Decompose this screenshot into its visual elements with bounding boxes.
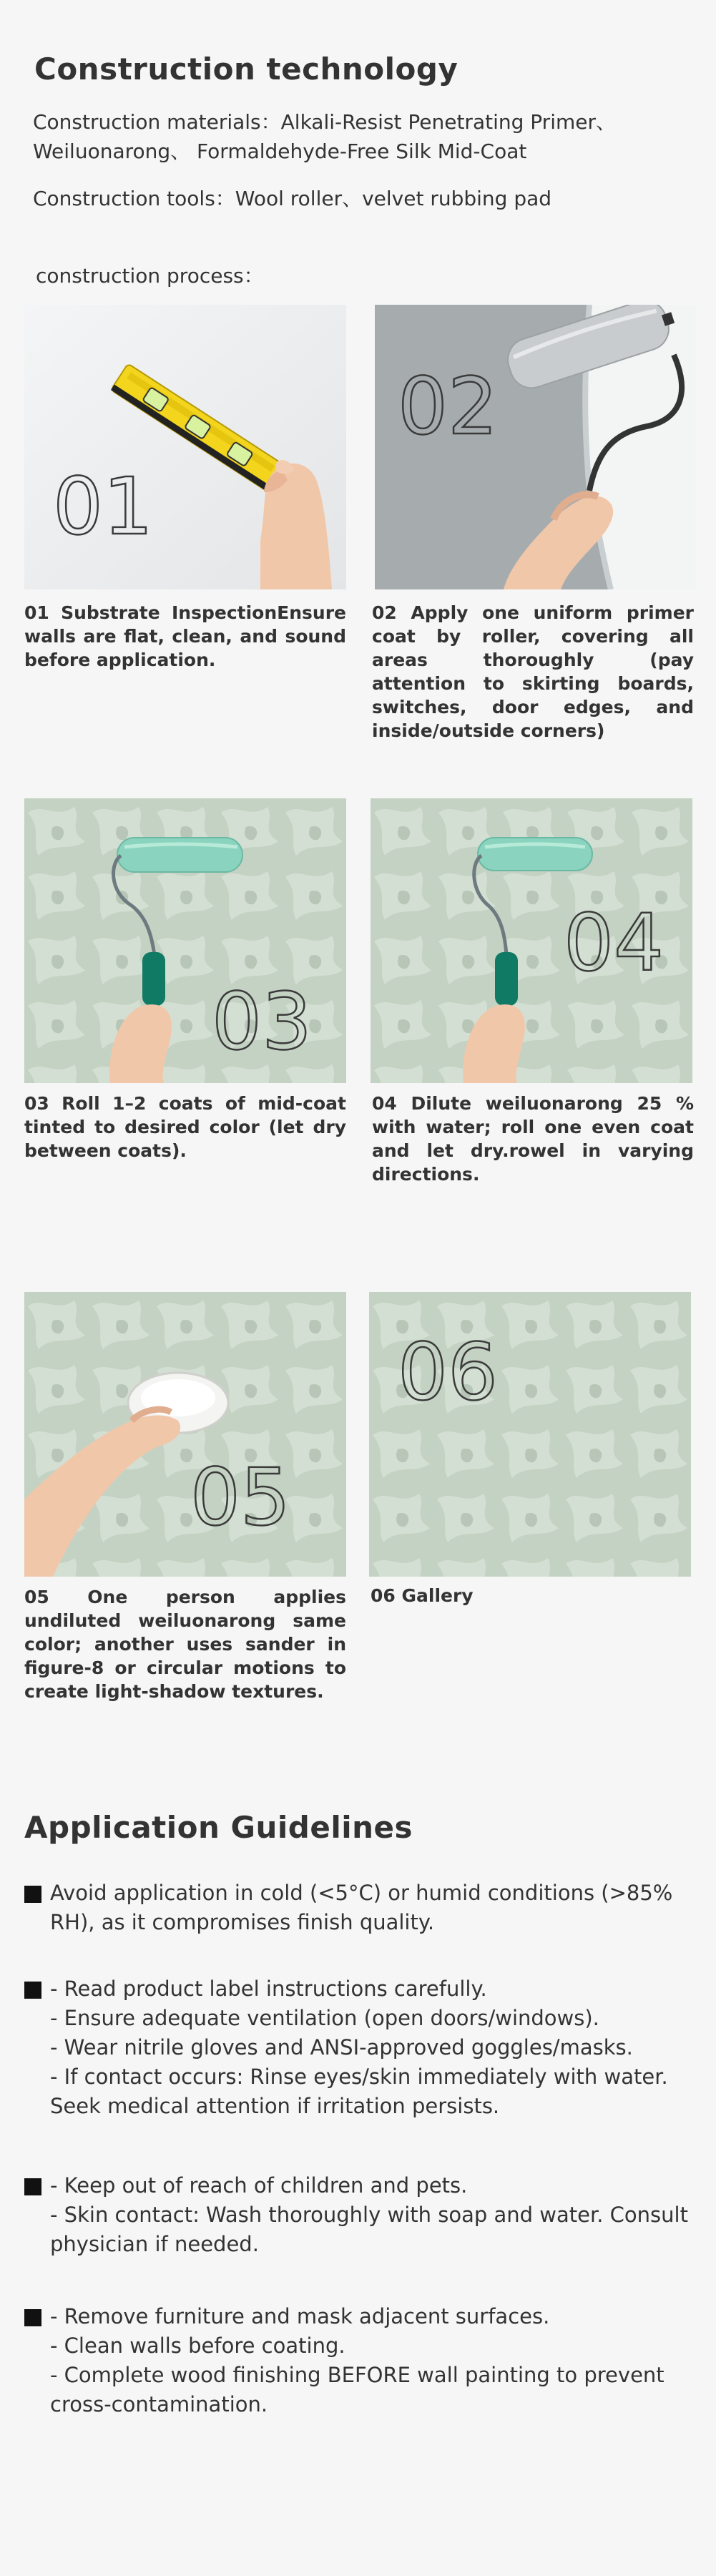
- step-03-image: [24, 798, 346, 1083]
- guideline-block-3: [24, 2171, 693, 2259]
- step-06-image: [369, 1292, 691, 1577]
- step-04-caption: 04 Dilute weiluonarong 25 % with water; roll one even coat and let dry.rowel in varying directions.: [372, 1093, 694, 1185]
- guidelines-title: Application Guidelines: [24, 1810, 413, 1845]
- guideline-line: - Ensure adequate ventilation (open doors/windows).: [50, 2006, 599, 2030]
- step-01-image: [24, 305, 346, 589]
- step-02-image: [375, 305, 697, 589]
- step-01-number: 01: [53, 461, 153, 552]
- process-label: construction process：: [36, 264, 264, 288]
- guideline-line: - Wear nitrile gloves and ANSI-approved goggles/masks.: [50, 2035, 633, 2060]
- bullet-square-icon: [24, 2178, 41, 2195]
- guideline-line: - Skin contact: Wash thoroughly with soap and water. Consult physician if needed.: [50, 2203, 688, 2256]
- step-01-caption: 01 Substrate InspectionEnsure walls are flat, clean, and sound before application.: [24, 602, 346, 670]
- guideline-line: - If contact occurs: Rinse eyes/skin immediately with water. Seek medical attention if irritation persists.: [50, 2065, 668, 2118]
- step-02-number: 02: [398, 361, 498, 452]
- guideline-line: - Complete wood finishing BEFORE wall painting to prevent cross-contamination.: [50, 2363, 664, 2416]
- guideline-line: - Clean walls before coating.: [50, 2333, 345, 2358]
- step-06-caption: 06 Gallery: [371, 1585, 474, 1606]
- construction-materials: [33, 107, 616, 166]
- step-05-number: 05: [190, 1451, 290, 1543]
- bullet-square-icon: [24, 1982, 41, 1999]
- guideline-line: - Remove furniture and mask adjacent surfaces.: [50, 2304, 550, 2328]
- step-05-image: [24, 1292, 346, 1577]
- step-04-number: 04: [564, 897, 664, 989]
- step-02-caption: 02 Apply one uniform primer coat by roller, covering all areas thoroughly (pay attention to skirting boards, switches, door edges, and inside/outside corners): [372, 602, 694, 741]
- guideline-block-4: [24, 2302, 693, 2419]
- step-03-caption: 03 Roll 1–2 coats of mid-coat tinted to desired color (let dry between coats).: [24, 1093, 346, 1161]
- guideline-block-1: [24, 1879, 693, 1937]
- construction-tools: Construction tools：Wool roller、velvet rubbing pad: [33, 187, 552, 210]
- guideline-line: - Read product label instructions carefully.: [50, 1977, 487, 2001]
- page-title: Construction technology: [34, 52, 458, 87]
- step-05-caption: 05 One person applies undiluted weiluonarong same color; another uses sander in figure-8 or circular motions to create light-shadow textures.: [24, 1587, 346, 1702]
- bullet-square-icon: [24, 1886, 41, 1903]
- materials-line-1: Construction materials：Alkali-Resist Penetrating Primer、: [33, 110, 616, 134]
- guideline-block-2: [24, 1974, 693, 2121]
- bullet-square-icon: [24, 2309, 41, 2326]
- step-06-number: 06: [398, 1326, 498, 1418]
- guideline-line: - Keep out of reach of children and pets.: [50, 2173, 468, 2198]
- step-04-image: [371, 798, 692, 1083]
- step-03-number: 03: [212, 976, 312, 1067]
- materials-line-2: Weiluonarong、 Formaldehyde-Free Silk Mid-Coat: [33, 139, 527, 163]
- guideline-line: Avoid application in cold (<5°C) or humid conditions (>85% RH), as it compromises finish quality.: [50, 1881, 673, 1934]
